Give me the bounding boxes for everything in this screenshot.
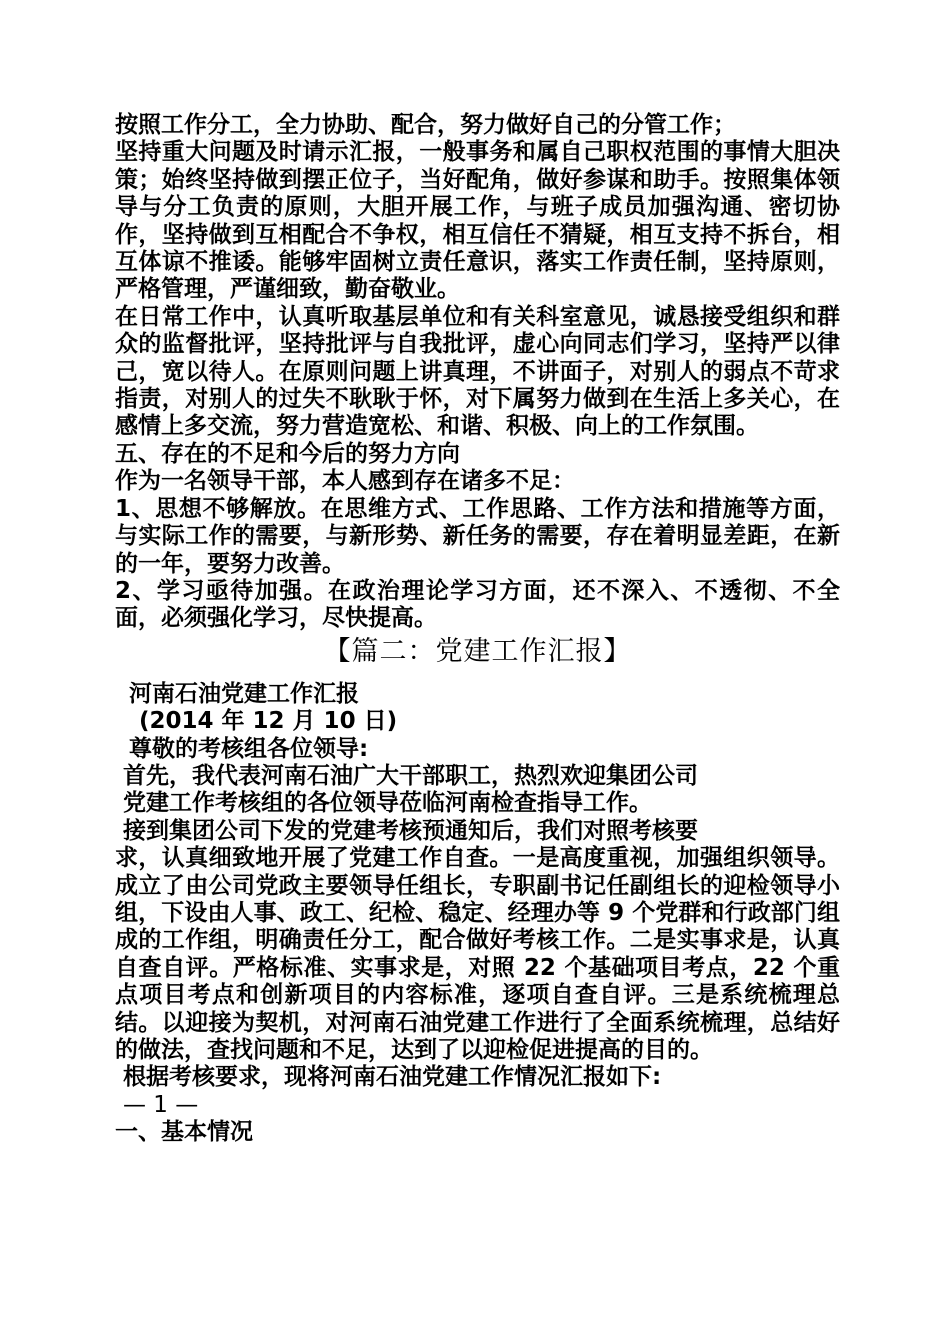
heading-shortcomings: 五、存在的不足和今后的努力方向	[115, 440, 460, 467]
paragraph-division-of-work: 按照工作分工，全力协助、配合，努力做好自己的分管工作；	[115, 112, 736, 138]
paragraph-point-1: 1、思想不够解放。在思维方式、工作思路、工作方法和措施等方面，与实际工作的需要，与新形势、新任务的需要，存在着明显差距，在新的一年，要努力改善。	[115, 495, 840, 577]
report-title: 河南石油党建工作汇报	[129, 680, 359, 707]
section-title: 【篇二：党建工作汇报】	[323, 635, 632, 667]
paragraph-daily-work: 在日常工作中，认真听取基层单位和有关科室意见，诚恳接受组织和群众的监督批评，坚持批评与自我批评，虚心向同志们学习，坚持严以律己，宽以待人。在原则问题上讲真理，不讲面子，对别人的弱点不苛求指责，对别人的过失不耿耿于怀，对下属努力做到在生活上多关心，在感情上多交流，努力营造宽松、和谐、积极、向上的工作氛围。	[115, 303, 840, 440]
page-number: — 1 —	[123, 1091, 199, 1118]
paragraph-shortcomings-intro: 作为一名领导干部，本人感到存在诸多不足：	[115, 468, 575, 495]
paragraph-major-issues: 坚持重大问题及时请示汇报，一般事务和属自己职权范围的事情大胆决策；始终坚持做到摆正位子，当好配角，做好参谋和助手。按照集体领导与分工负责的原则，大胆开展工作，与班子成员加强沟通、密切协作，坚持做到互相配合不争权，相互信任不猜疑，相互支持不拆台，相互体谅不推诿。能够牢固树立责任意识，落实工作责任制，坚持原则，严格管理，严谨细致，勤奋敬业。	[115, 139, 840, 303]
paragraph-welcome-2: 党建工作考核组的各位领导莅临河南检查指导工作。	[123, 790, 652, 817]
heading-basic-info: 一、基本情况	[115, 1119, 253, 1146]
salutation: 尊敬的考核组各位领导:	[129, 735, 369, 762]
paragraph-report-intro: 根据考核要求，现将河南石油党建工作情况汇报如下:	[123, 1064, 662, 1091]
document-page	[115, 112, 840, 1147]
paragraph-notice: 接到集团公司下发的党建考核预通知后，我们对照考核要	[123, 817, 698, 844]
report-date: (2014 年 12 月 10 日)	[139, 708, 398, 735]
paragraph-welcome-1: 首先，我代表河南石油广大干部职工，热烈欢迎集团公司	[123, 762, 698, 789]
paragraph-point-2: 2、学习亟待加强。在政治理论学习方面，还不深入、不透彻、不全面，必须强化学习，尽快提高。	[115, 577, 840, 632]
paragraph-self-check: 求，认真细致地开展了党建工作自查。一是高度重视，加强组织领导。成立了由公司党政主要领导任组长，专职副书记任副组长的迎检领导小组，下设由人事、政工、纪检、稳定、经理办等 9 个党群和行政部门组成的工作组，明确责任分工，配合做好考核工作。二是实事求是，认真自查自评。严格标准、实事求是，对照 22 个基础项目考点，22 个重点项目考点和创新项目的内容标准，逐项自查自评。三是系统梳理总结。以迎接为契机，对河南石油党建工作进行了全面系统梳理，总结好的做法，查找问题和不足，达到了以迎检促进提高的目的。	[115, 845, 840, 1063]
